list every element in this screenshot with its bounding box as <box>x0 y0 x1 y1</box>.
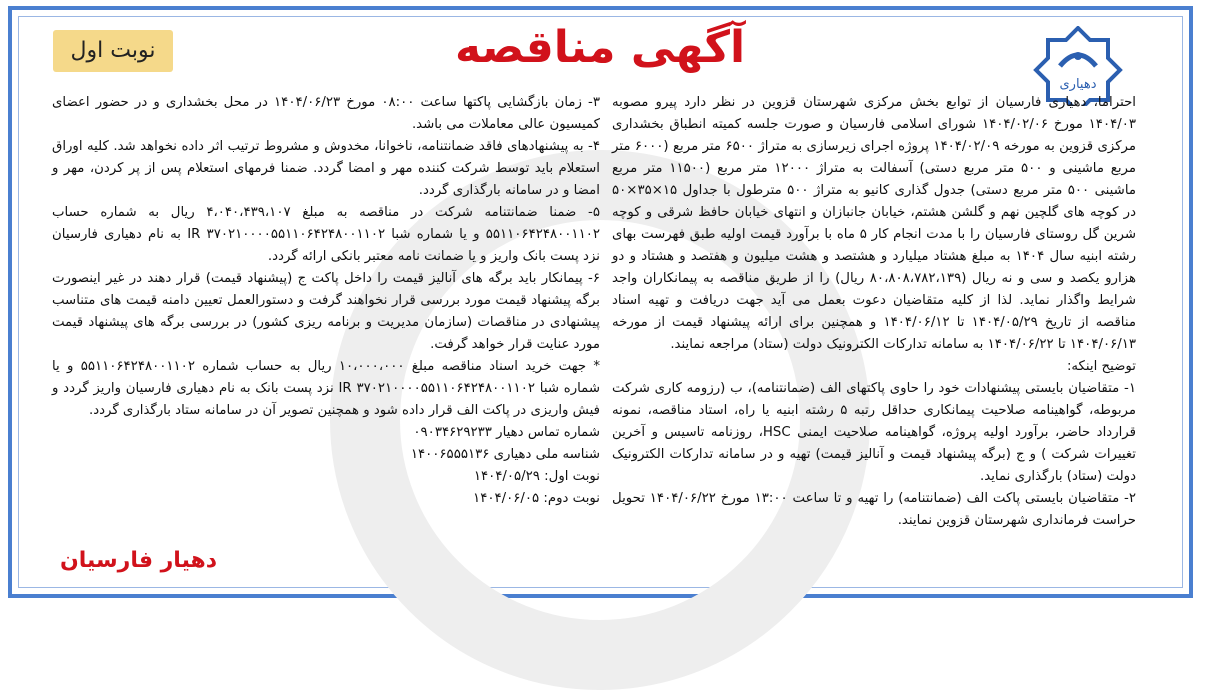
clause-2: ۲- متقاضیان بایستی پاکت الف (ضمانتنامه) را تهیه و تا ساعت ۱۳:۰۰ مورخ ۱۴۰۴/۰۶/۲۲ تحویل حراست فرمانداری شهرستان قزوین نمایند. <box>612 491 1136 528</box>
contact-phone: شماره تماس دهیار ۰۹۰۳۴۶۲۹۲۳۳ <box>413 425 600 440</box>
intro-paragraph: احتراما، دهیاری فارسیان از توابع بخش مرکزی شهرستان قزوین در نظر دارد پیرو مصوبه ۱۴۰۴/۰۳ مورخ ۱۴۰۴/۰۲/۰۶ شورای اسلامی فارسیان و صورت جلسه کمیته انطباق بخشداری مرکزی قزوین به مورخه ۱۴۰۴/۰۲/۰۹ پروژه اجرای زیرسازی به متراژ ۶۵۰۰ متر مربع (۶۰۰۰ متر مربع ماشینی و ۵۰۰ متر مربع دستی) آسفالت به متراژ ۱۲۰۰۰ متر مربع (۱۱۵۰۰ متر مربع ماشینی ۵۰۰ متر مربع دستی) جدول گذاری کانیو به متراژ ۵۰۰ مترطول با جداول ۱۵×۳۵×۵۰ در کوچه های گلچین نهم و گلشن هشتم، خیابان جانبازان و انتهای خیابان حافظ شرقی و کوچه شرین گل روستای فارسیان را با مدت انجام کار ۵ ماه با برآورد قیمت اولیه طبق فهرست بهای رشته ابنیه سال ۱۴۰۴ به مبلغ هشتاد میلیارد و هشتصد و هشت میلیون و هفتصد و هشتاد و دو هزارو یکصد و سی و نه ریال (۸۰،۸۰۸،۷۸۲،۱۳۹ ریال) را از طریق مناقصه به پیمانکاران واجد شرایط واگذار نماید. لذا از کلیه متقاضیان دعوت بعمل می آید جهت دریافت و تهیه اسناد مناقصه از تاریخ ۱۴۰۴/۰۵/۲۹ تا ۱۴۰۴/۰۶/۱۲ و همچنین برای ارائه پیشنهاد قیمت از مورخه ۱۴۰۴/۰۶/۱۳ تا ۱۴۰۴/۰۶/۲۲ به سامانه تدارکات الکترونیک دولت (ستاد) مراجعه نمایند. <box>612 95 1136 352</box>
clause-6: ۶- پیمانکار باید برگه های آنالیز قیمت را داخل پاکت ج (پیشنهاد قیمت) قرار دهند در غیر اینصورت برگه پیشنهاد قیمت مورد بررسی قرار نخواهند گرفت و دستورالعمل تعیین دامنه قیمت های متناسب پیشنهادی در مناقصات (سازمان مدیریت و برنامه ریزی کشور) در بررسی برگه های پیشنهاد قیمت مورد عنایت قرار خواهد گرفت. <box>52 271 600 352</box>
first-publication-date: نوبت اول: ۱۴۰۴/۰۵/۲۹ <box>473 469 600 484</box>
logo-text: دهیاری <box>1059 77 1097 92</box>
clause-5: ۵- ضمنا ضمانتنامه شرکت در مناقصه به مبلغ ۴،۰۴۰،۴۳۹،۱۰۷ ریال به شماره حساب ۵۵۱۱۰۶۴۲۴۸۰۰۱۱۰۲ و یا شماره شبا IR ۳۷۰۲۱۰۰۰۰۵۵۱۱۰۶۴۲۴۸۰۰۱۱۰۲ به نام دهیاری فارسیان نزد پست بانک واریز و یا ضمانت نامه معتبر بانکی ارائه گردد. <box>52 205 600 264</box>
second-publication-date: نوبت دوم: ۱۴۰۴/۰۶/۰۵ <box>473 491 600 506</box>
right-column <box>612 92 1136 532</box>
clause-3: ۳- زمان بازگشایی پاکتها ساعت ۰۸:۰۰ مورخ ۱۴۰۴/۰۶/۲۳ در محل بخشداری و در حضور اعضای کمیسیون عالی معاملات می باشد. <box>52 95 601 132</box>
note-heading: توضیح اینکه: <box>1066 359 1136 374</box>
publication-badge: نوبت اول <box>53 30 173 72</box>
page-title: آگهی مناقصه <box>454 22 746 73</box>
clause-4: ۴- به پیشنهادهای فاقد ضمانتنامه، ناخوانا، مخدوش و مشروط ترتیب اثر داده نخواهد شد. کلیه اوراق استعلام باید توسط شرکت کننده مهر و امضا گردد. ضمنا فرمهای استعلام پس از پر کردن، مهر و امضا و در سامانه بارگذاری گردد. <box>52 139 600 198</box>
purchase-note: * جهت خرید اسناد مناقصه مبلغ ۱۰،۰۰۰،۰۰۰ ریال به حساب شماره ۵۵۱۱۰۶۴۲۴۸۰۰۱۱۰۲ و یا شماره شبا IR ۳۷۰۲۱۰۰۰۰۵۵۱۱۰۶۴۲۴۸۰۰۱۱۰۲ نزد پست بانک به نام دهیاری فارسیان واریز گردد و فیش واریزی در پاکت الف قرار داده شود و همچنین تصویر آن در سامانه ستاد بارگذاری گردد. <box>52 359 600 418</box>
clause-1: ۱- متقاضیان بایستی پیشنهادات خود را حاوی پاکتهای الف (ضمانتنامه)، ب (رزومه کاری شرکت مربوطه، گواهینامه صلاحیت پیمانکاری حداقل رتبه ۵ رشته ابنیه یا راه، استاد مناقصه، نمونه قرارداد حاضر، برآورد اولیه پروژه، گواهینامه صلاحیت ایمنی HSC، روزنامه تاسیس و آخرین تغییرات شرکت ) و ج (برگه پیشنهاد قیمت و آنالیز قیمت) تهیه و در سامانه تدارکات الکترونیک دولت (ستاد) بارگذاری نماید. <box>612 381 1137 484</box>
signature: دهیار فارسیان <box>60 548 218 573</box>
left-column <box>52 92 600 510</box>
national-id: شناسه ملی دهیاری ۱۴۰۰۶۵۵۵۱۳۶ <box>410 447 600 462</box>
